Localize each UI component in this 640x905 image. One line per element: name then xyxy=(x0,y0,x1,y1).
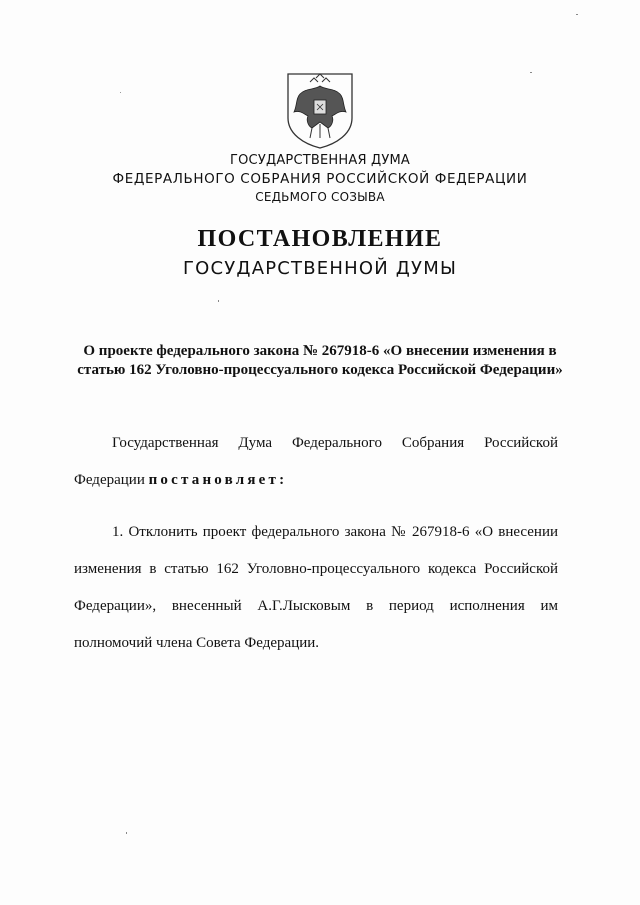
document-subtitle: ГОСУДАРСТВЕННОЙ ДУМЫ xyxy=(182,258,458,279)
header-line-3: СЕДЬМОГО СОЗЫВА xyxy=(255,190,385,204)
item-1-paragraph xyxy=(74,514,558,662)
preamble-line-2-start: Федерации xyxy=(74,472,149,488)
scan-speck xyxy=(218,300,219,302)
preamble-line-1: Государственная Дума Федерального Собрания Российской xyxy=(112,435,558,451)
subject-line-1: О проекте федерального закона № 267918-6 «О внесении изменения в xyxy=(83,343,557,359)
item-1-line-4: полномочий члена Совета Федерации. xyxy=(74,635,320,651)
header-line-1: ГОСУДАРСТВЕННАЯ ДУМА xyxy=(230,153,410,168)
document-title: ПОСТАНОВЛЕНИЕ xyxy=(197,226,443,252)
preamble-paragraph xyxy=(74,425,558,499)
item-1-line-2: изменения в статью 162 Уголовно-процессуального кодекса Российской xyxy=(74,561,558,577)
item-1-line-3: Федерации», внесенный А.Г.Лысковым в период исполнения им xyxy=(74,598,558,614)
coat-of-arms-icon xyxy=(284,72,356,150)
scan-speck xyxy=(126,832,127,834)
resolves-verb: постановляет: xyxy=(148,472,288,488)
subject-line-2: статью 162 Уголовно-процессуального кодекса Российской Федерации» xyxy=(77,362,563,378)
scan-speck xyxy=(120,92,121,93)
scan-speck xyxy=(530,72,532,73)
header-line-2: ФЕДЕРАЛЬНОГО СОБРАНИЯ РОССИЙСКОЙ ФЕДЕРАЦИИ xyxy=(112,171,528,187)
scan-speck xyxy=(576,14,578,15)
item-1-line-1: 1. Отклонить проект федерального закона № 267918-6 «О внесении xyxy=(112,524,558,540)
document-subject xyxy=(60,342,580,380)
preamble-line-2 xyxy=(74,462,558,499)
